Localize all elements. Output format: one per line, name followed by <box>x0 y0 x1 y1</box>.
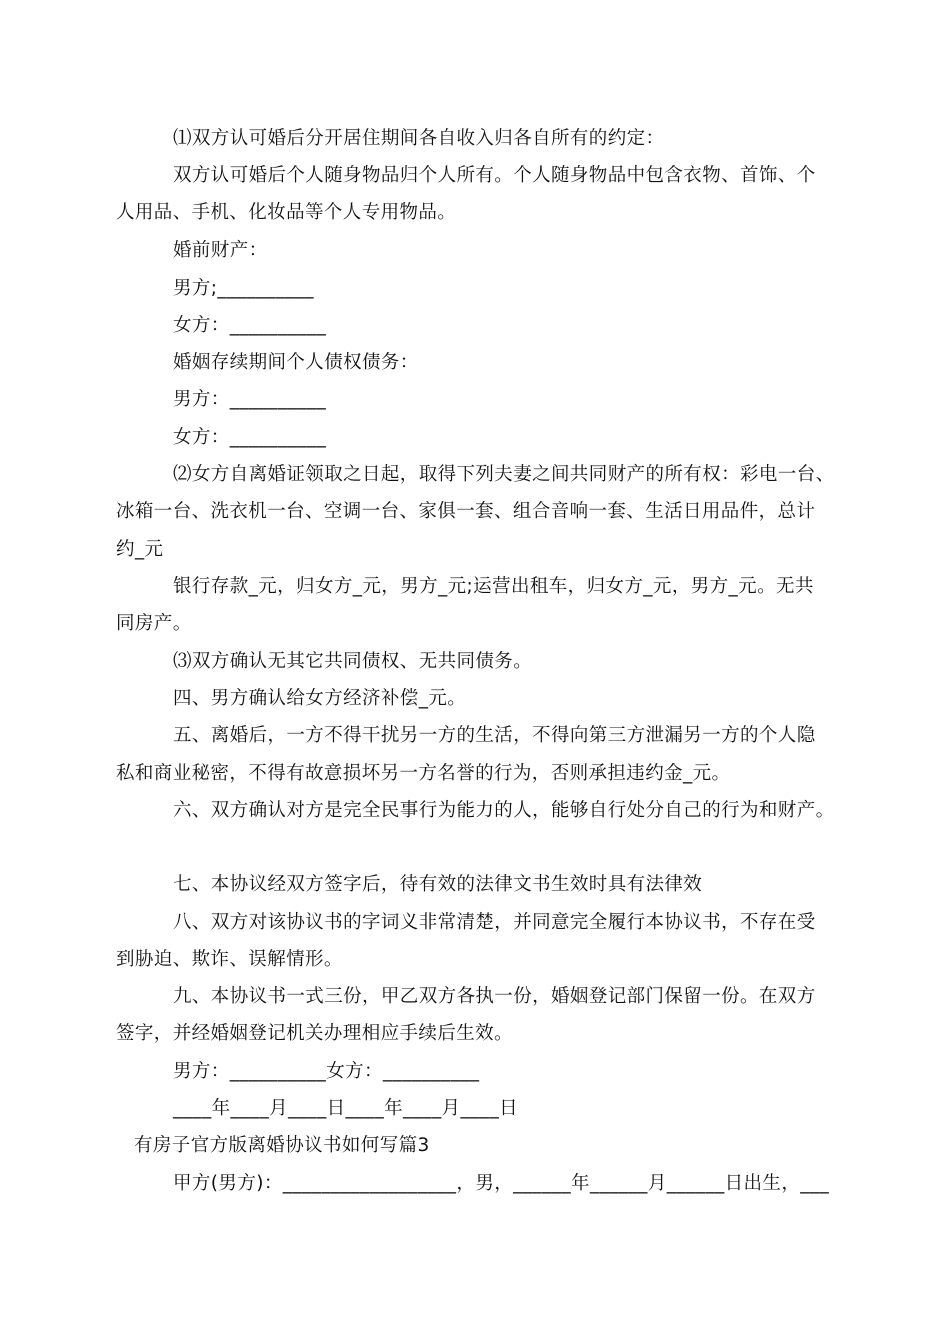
clause-eight-line-1: 八、双方对该协议书的字词义非常清楚，并同意完全履行本协议书，不存在受 <box>173 912 816 933</box>
clause-five-line-1: 五、离婚后，一方不得干扰另一方的生活，不得向第三方泄漏另一方的个人隐 <box>173 725 816 746</box>
clause-four: 四、男方确认给女方经济补偿_元。 <box>173 688 467 709</box>
debts-label: 婚姻存续期间个人债权债务： <box>173 352 419 373</box>
debts-male-blank: 男方：__________ <box>173 389 327 410</box>
bank-deposit-line-2: 同房产。 <box>116 613 192 634</box>
personal-items-line-1: 双方认可婚后个人随身物品归个人所有。个人随身物品中包含衣物、首饰、个 <box>173 165 816 186</box>
clause-nine-line-2: 签字，并经婚姻登记机关办理相应手续后生效。 <box>116 1023 513 1044</box>
signature-blanks: 男方：__________女方：__________ <box>173 1061 480 1082</box>
clause-3: ⑶双方确认无其它共同债权、无共同债务。 <box>173 651 533 672</box>
clause-five-line-2: 私和商业秘密，不得有故意损坏另一方名誉的行为，否则承担违约金_元。 <box>116 763 731 784</box>
clause-2-line-1: ⑵女方自离婚证领取之日起，取得下列夫妻之间共同财产的所有权：彩电一台、 <box>173 464 835 485</box>
clause-nine-line-1: 九、本协议书一式三份，甲乙双方各执一份，婚姻登记部门保留一份。在双方 <box>173 986 816 1007</box>
clause-2-line-3: 约_元 <box>116 539 164 560</box>
clause-1-heading: ⑴双方认可婚后分开居住期间各自收入归各自所有的约定： <box>173 128 665 149</box>
premarital-female-blank: 女方：__________ <box>173 315 327 336</box>
clause-eight-line-2: 到胁迫、欺诈、误解情形。 <box>116 949 343 970</box>
section-heading: 有房子官方版离婚协议书如何写篇3 <box>134 1135 430 1156</box>
party-a-line: 甲方(男方)：__________________，男，______年______月______日出生，___ <box>173 1173 830 1194</box>
date-blanks: ____年____月____日____年____月____日 <box>173 1098 519 1119</box>
debts-female-blank: 女方：__________ <box>173 427 327 448</box>
clause-seven: 七、本协议经双方签字后，待有效的法律文书生效时具有法律效 <box>173 874 703 895</box>
premarital-property-label: 婚前财产： <box>173 240 268 261</box>
clause-six: 六、双方确认对方是完全民事行为能力的人，能够自行处分自己的行为和财产。 <box>173 800 835 821</box>
premarital-male-blank: 男方;__________ <box>173 278 314 299</box>
clause-2-line-2: 冰箱一台、洗衣机一台、空调一台、家俱一套、组合音响一套、生活日用品件，总计 <box>116 501 816 522</box>
bank-deposit-line-1: 银行存款_元，归女方_元，男方_元;运营出租车，归女方_元，男方_元。无共 <box>173 576 814 597</box>
personal-items-line-2: 人用品、手机、化妆品等个人专用物品。 <box>116 202 457 223</box>
